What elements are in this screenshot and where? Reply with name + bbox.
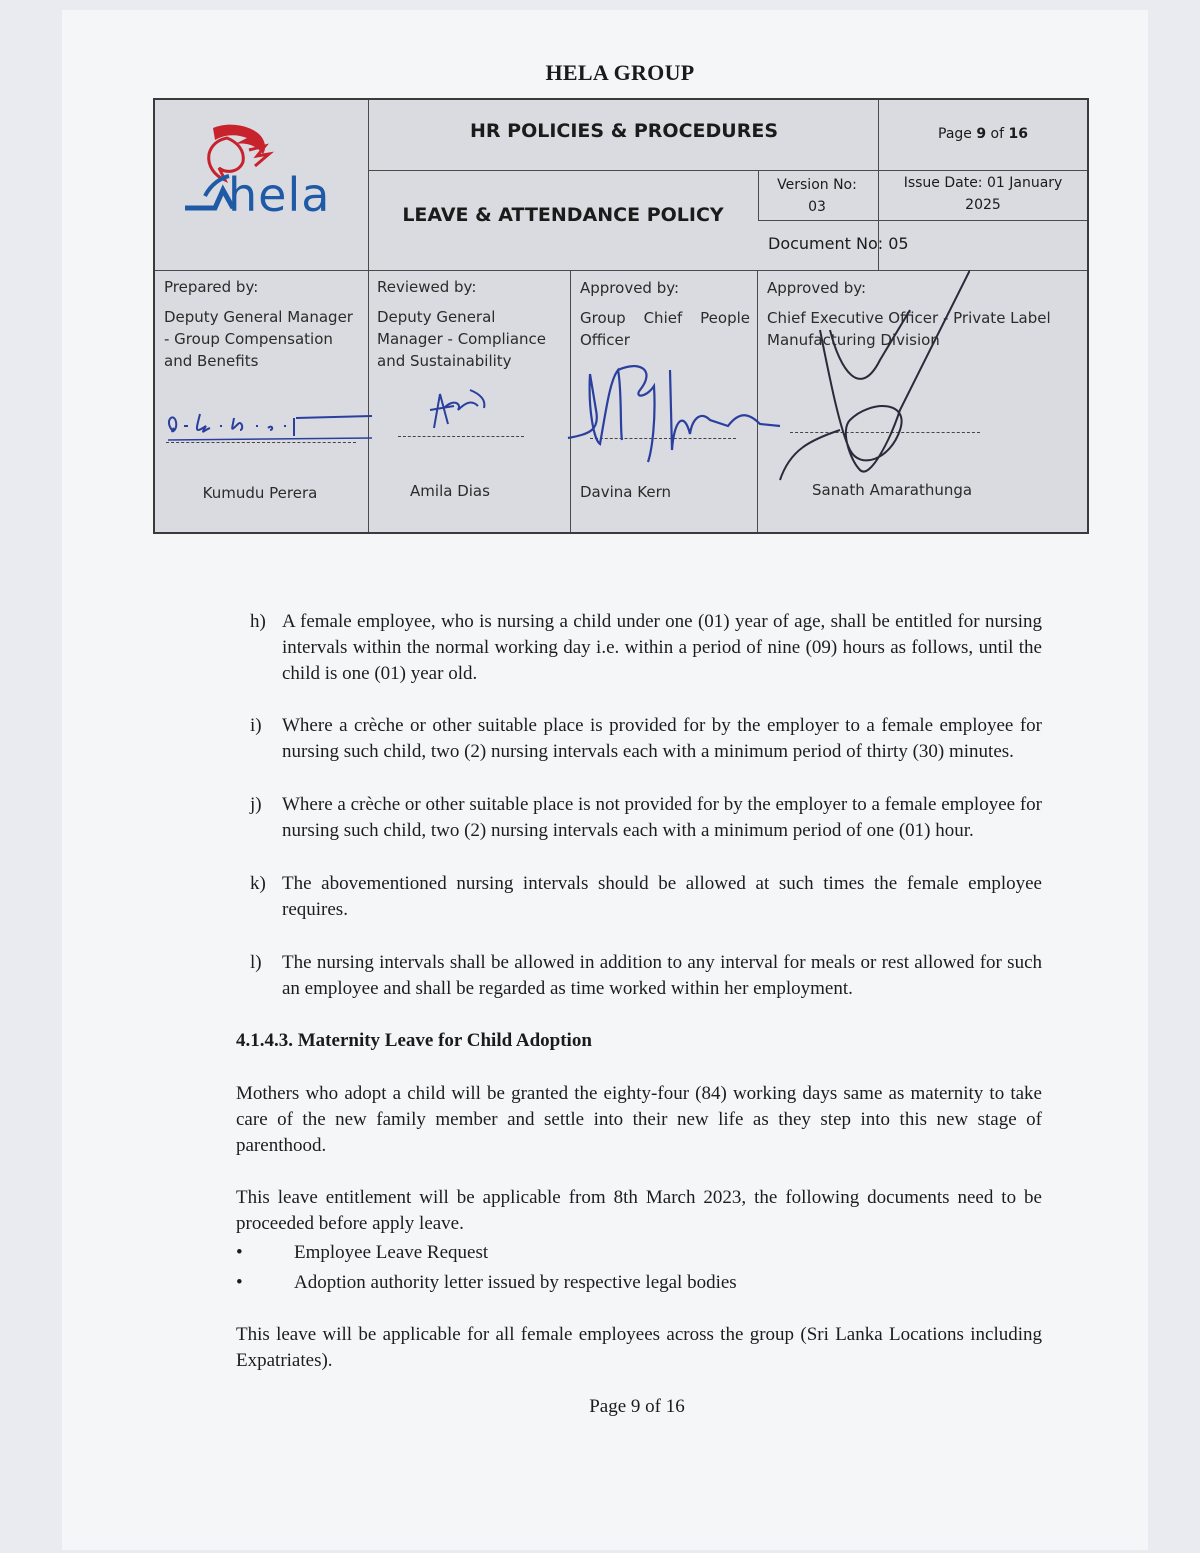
approved-by-name-2: Sanath Amarathunga [812,481,973,499]
list-item: l) The nursing intervals shall be allowed in addition to any interval for meals or rest allowed for such an employee and shall be regarded as time worked within her employment. [250,952,1042,999]
document-number: Document No: 05 [768,234,909,253]
prepared-by-name: Kumudu Perera [202,484,318,502]
section-heading: 4.1.4.3. Maternity Leave for Child Adoption [236,1030,592,1051]
reviewed-by-position: Deputy General Manager - Compliance and Sustainability [377,308,546,370]
approved-by-position-2: Chief Executive Officer - Private Label Manufacturing Division [767,309,1051,349]
paragraph-applicability: This leave entitlement will be applicable from 8th March 2023, the following documents need to be proceeded before apply leave. [236,1187,1042,1234]
reviewed-by-label: Reviewed by: [377,278,477,296]
logo-wordmark: hela [228,168,331,222]
org-title: HELA GROUP [545,60,695,85]
list-item: h) A female employee, who is nursing a child under one (01) year of age, shall be entitled for nursing intervals within the normal working day i.e. within a period of nine (09) hours as follows, until the child is one (01) year old. [250,611,1042,684]
paragraph-eligibility: This leave will be applicable for all female employees across the group (Sri Lanka Locations including Expatriates). [236,1324,1042,1371]
reviewed-by-name: Amila Dias [410,482,490,500]
paragraph-adoption-leave: Mothers who adopt a child will be granted the eighty-four (84) working days same as maternity to take care of the new family member and settle into their new life as they step into this new stage of parenthood. [236,1083,1042,1156]
page-footer: Page 9 of 16 [589,1396,685,1417]
approved-by-position-1: Group Chief People Officer [580,309,750,349]
signature-kumudu-perera [160,400,380,460]
policy-title: LEAVE & ATTENDANCE POLICY [402,204,724,226]
issue-date: Issue Date: 01 January 2025 [903,175,1063,213]
page-indicator: Page 9 of 16 [938,126,1028,142]
list-item: i) Where a crèche or other suitable place is provided for by the employer to a female employee for nursing such child, two (2) nursing intervals each with a minimum period of thirty (30) minutes. [250,715,1042,762]
prepared-by-position: Deputy General Manager - Group Compensation and Benefits [164,308,353,370]
hr-policies-title: HR POLICIES & PROCEDURES [470,120,778,142]
signature-davina-kern [560,350,790,480]
list-item: j) Where a crèche or other suitable place is not provided for by the employer to a female employee for nursing such child, two (2) nursing intervals each with a minimum period of one (01) hour. [250,794,1042,841]
prepared-by-label: Prepared by: [164,278,259,296]
signature-amila-dias [420,380,500,440]
approved-by-label-2: Approved by: [767,279,867,297]
approved-by-name-1: Davina Kern [580,483,671,501]
list-item: k) The abovementioned nursing intervals should be allowed at such times the female employee requires. [250,873,1042,920]
version-number: Version No: 03 [777,177,857,215]
signature-sanath-amarathunga [770,270,970,490]
approved-by-label-1: Approved by: [580,279,680,297]
